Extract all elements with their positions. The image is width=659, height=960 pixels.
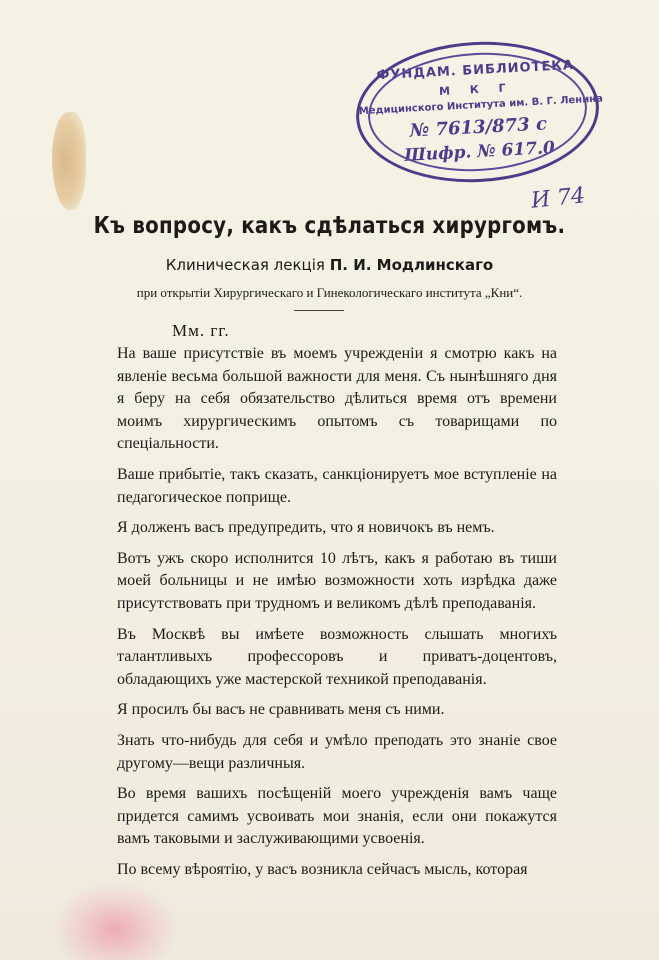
paragraph: Ваше прибытіе, такъ сказать, санкціонируетъ мое вступленіе на педагогическое поприще.	[117, 465, 557, 506]
paragraph: Вотъ ужъ скоро исполнится 10 лѣтъ, какъ я работаю въ тиши моей больницы и не имѣю возможности хоть изрѣдка даже присутствовать при трудномъ и великомъ дѣлѣ преподаванія.	[117, 549, 557, 612]
ink-stain	[55, 885, 175, 960]
paragraph: Я просилъ бы васъ не сравнивать меня съ ними.	[117, 701, 445, 719]
stamp-line: ФУНДАМ. БИБЛИОТЕКА	[376, 57, 575, 84]
paragraph: Я долженъ васъ предупредить, что я новичокъ въ немъ.	[117, 519, 495, 537]
author-name: П. И. Модлинскаго	[329, 256, 494, 274]
occasion-line: при открытіи Хирургическаго и Гинекологическаго института „Кни“.	[136, 285, 523, 300]
greeting: Мм. гг.	[172, 321, 230, 340]
subtitle	[0, 256, 659, 274]
handwritten-mark: И 74	[529, 183, 587, 214]
stamp-shelfmark: Шифр. № 617.0	[403, 138, 556, 166]
page-title: Къ вопросу, какъ сдѣлаться хирургомъ.	[93, 213, 566, 239]
divider	[294, 310, 344, 311]
paragraph: Знать что-нибудь для себя и умѣло преподать это знаніе свое другому—вещи различныя.	[117, 731, 557, 772]
paragraph: Во время вашихъ посѣщеній моего учрежденія вамъ чаще придется самимъ усвоивать мои знанія, если они покажутся вамъ таковыми и заслуживающими усвоенія.	[117, 785, 557, 848]
paragraph: На ваше присутствіе въ моемъ учрежденіи я смотрю какъ на явленіе весьма большой важности для меня. Съ нынѣшняго дня я беру на себя обязательство дѣлиться время отъ времени моимъ хирургическимъ опытомъ съ товарищами по спеціальности.	[117, 345, 557, 453]
stamp-line: Медицинского Института им. В. Г. Ленина	[358, 93, 604, 118]
paragraph: По всему вѣроятію, у васъ возникла сейчасъ мысль, которая	[117, 860, 528, 878]
paper-stain	[52, 112, 86, 210]
body-text	[117, 343, 557, 889]
paragraph: Въ Москвѣ вы имѣете возможность слышать многихъ талантливыхъ профессоровъ и приватъ-доцентовъ, обладающихъ уже мастерской техникой преподаванія.	[117, 625, 557, 688]
stamp-inventory-number: № 7613/873 с	[409, 113, 548, 142]
subtitle-prefix: Клиническая лекція	[165, 256, 325, 274]
stamp-line: М К Г	[438, 81, 514, 98]
